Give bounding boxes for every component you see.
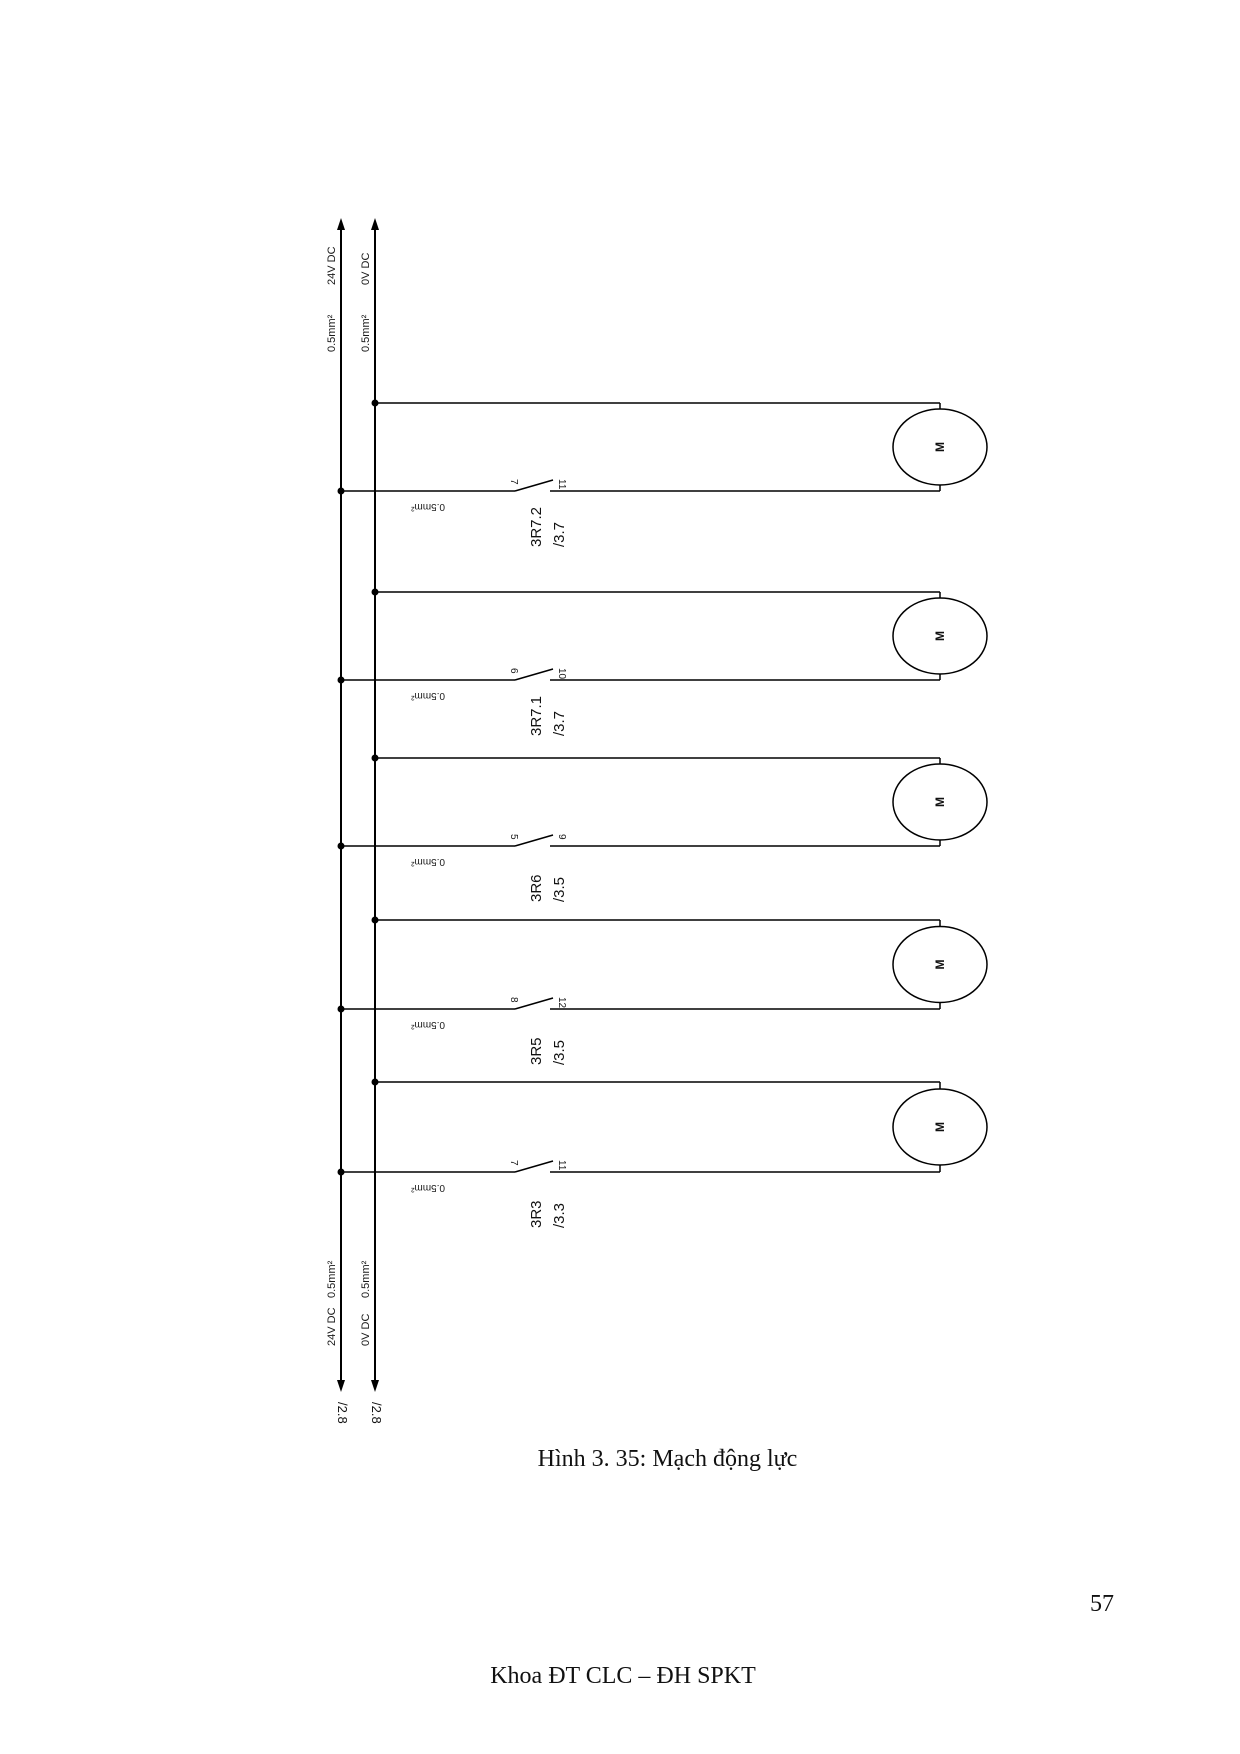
contact-pin-left-label: 8 (508, 997, 519, 1003)
relay-contact-no-icon (515, 1161, 553, 1172)
relay-contact-no-icon (515, 480, 553, 491)
rail-top-voltage-label: 0V DC (360, 252, 372, 285)
rail-top-wire-label: 0.5mm² (360, 314, 372, 352)
rail-bottom-arrow-icon (337, 1380, 345, 1392)
junction-dot-icon (372, 1079, 379, 1086)
relay-contact-label: 3R7.2 (528, 506, 545, 547)
branch-wire-label: 0.5mm² (411, 856, 445, 867)
contact-pin-left-label: 7 (508, 1160, 519, 1166)
motor-label: M (933, 631, 947, 641)
relay-xref-label: /3.5 (551, 1039, 568, 1065)
relay-contact-label: 3R3 (528, 1200, 545, 1228)
junction-dot-icon (372, 400, 379, 407)
page-footer: Khoa ĐT CLC – ĐH SPKT (490, 1663, 756, 1689)
rail-bottom-xref-label: /2.8 (335, 1402, 350, 1424)
relay-xref-label: /3.5 (551, 876, 568, 902)
relay-contact-label: 3R5 (528, 1037, 545, 1065)
relay-xref-label: /3.7 (551, 521, 568, 547)
junction-dot-icon (372, 755, 379, 762)
relay-contact-no-icon (515, 998, 553, 1009)
rail-bottom-arrow-icon (371, 1380, 379, 1392)
branch-wire-label: 0.5mm² (411, 501, 445, 512)
relay-contact-label: 3R6 (528, 874, 545, 902)
contact-pin-left-label: 7 (508, 479, 519, 485)
motor-label: M (933, 959, 947, 970)
contact-pin-right-label: 11 (556, 479, 567, 490)
rail-top-wire-label: 0.5mm² (326, 314, 338, 352)
motor-label: M (933, 797, 947, 807)
figure-caption: Hình 3. 35: Mạch động lực (537, 1446, 798, 1472)
junction-dot-icon (372, 917, 379, 924)
relay-contact-no-icon (515, 835, 553, 846)
rail-bottom-voltage-label: 0V DC (360, 1313, 372, 1346)
contact-pin-right-label: 12 (556, 997, 567, 1009)
contact-pin-right-label: 11 (556, 1160, 567, 1171)
rail-top-arrow-icon (337, 218, 345, 230)
motor-label: M (933, 442, 947, 452)
rail-bottom-xref-label: /2.8 (369, 1402, 384, 1424)
rail-bottom-voltage-label: 24V DC (326, 1307, 338, 1346)
rail-bottom-wire-label: 0.5mm² (326, 1260, 338, 1298)
rail-bottom-wire-label: 0.5mm² (360, 1260, 372, 1298)
relay-contact-label: 3R7.1 (528, 695, 545, 736)
contact-pin-right-label: 9 (556, 834, 567, 840)
page-number: 57 (1090, 1591, 1114, 1617)
branch-wire-label: 0.5mm² (411, 1019, 445, 1030)
relay-xref-label: /3.3 (551, 1202, 568, 1228)
relay-xref-label: /3.7 (551, 710, 568, 736)
contact-pin-right-label: 10 (556, 668, 567, 680)
contact-pin-left-label: 5 (508, 834, 519, 840)
contact-pin-left-label: 6 (508, 668, 519, 674)
branch-wire-label: 0.5mm² (411, 690, 445, 701)
motor-label: M (933, 1122, 947, 1132)
branch-wire-label: 0.5mm² (411, 1182, 445, 1193)
rail-top-voltage-label: 24V DC (326, 246, 338, 285)
junction-dot-icon (372, 589, 379, 596)
relay-contact-no-icon (515, 669, 553, 680)
rail-top-arrow-icon (371, 218, 379, 230)
